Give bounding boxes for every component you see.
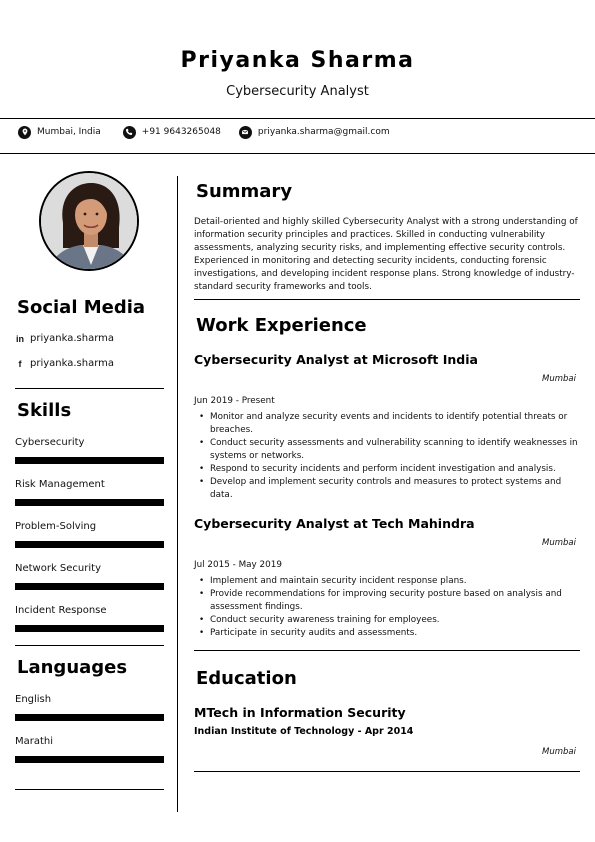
skill-level-fill [15, 499, 164, 506]
job-bullet: • Conduct security awareness training for employees. [210, 614, 580, 627]
social-media-heading: Social Media [17, 297, 146, 318]
contact-location-text: Mumbai, India [37, 127, 101, 137]
skill-level-fill [15, 541, 164, 548]
job-location: Mumbai [542, 538, 576, 548]
facebook-icon: f [18, 358, 22, 369]
phone-icon [123, 126, 136, 139]
linkedin-icon: in [16, 333, 24, 344]
job-title: Cybersecurity Analyst at Microsoft India [194, 352, 478, 367]
job-dates: Jul 2015 - May 2019 [194, 560, 282, 570]
language-level-fill [15, 756, 164, 763]
section-divider [194, 299, 580, 300]
skill-level-fill [15, 457, 164, 464]
education-heading: Education [196, 668, 297, 689]
skill-level-bar [15, 457, 164, 464]
skill-level-bar [15, 541, 164, 548]
language-level-bar [15, 756, 164, 763]
job-bullets [210, 411, 580, 502]
languages-heading: Languages [17, 657, 128, 678]
section-divider [194, 650, 580, 651]
skill-label: Network Security [15, 563, 101, 574]
contact-phone [123, 126, 221, 139]
education-school: Indian Institute of Technology - Apr 2014 [194, 726, 414, 737]
language-level-fill [15, 714, 164, 721]
skills-heading: Skills [17, 400, 72, 421]
social-facebook[interactable] [15, 358, 114, 369]
job-bullet: • Implement and maintain security incident response plans. [210, 575, 580, 588]
skill-label: Incident Response [15, 605, 107, 616]
job-bullet: • Monitor and analyze security events and incidents to identify potential threats or breaches. [210, 411, 580, 437]
education-location: Mumbai [542, 747, 576, 757]
job-bullet: • Conduct security assessments and vulnerability scanning to identify weaknesses in systems or networks. [210, 437, 580, 463]
social-facebook-label: priyanka.sharma [30, 358, 115, 369]
contact-email-text: priyanka.sharma@gmail.com [257, 127, 390, 137]
education-degree: MTech in Information Security [194, 705, 406, 720]
job-bullets [210, 575, 580, 640]
email-icon [239, 126, 252, 139]
header-divider-top [0, 118, 595, 119]
skill-level-fill [15, 583, 164, 590]
language-label: English [15, 694, 52, 705]
contact-location [18, 126, 101, 139]
left-divider [15, 388, 164, 389]
summary-text: Detail-oriented and highly skilled Cybersecurity Analyst with a strong understanding of information security principles and practices. Skilled in conducting vulnerability assessments, analyzing security risks, and implementing effective security controls. Experienced in monitoring and detecting security incidents, conducting forensic investigations, and developing incident response plans. Strong knowledge of industry-standard security frameworks and tools. [194, 217, 578, 292]
social-linkedin[interactable] [15, 333, 114, 344]
profile-photo [39, 171, 139, 271]
job-bullet: • Develop and implement security controls and measures to protect systems and data. [210, 476, 580, 502]
skill-label: Problem-Solving [15, 521, 97, 532]
job-dates: Jun 2019 - Present [194, 396, 275, 406]
skill-level-bar [15, 625, 164, 632]
language-level-bar [15, 714, 164, 721]
skill-level-fill [15, 625, 164, 632]
left-divider [15, 645, 164, 646]
contact-email [239, 126, 390, 139]
skill-level-bar [15, 583, 164, 590]
job-title: Cybersecurity Analyst at Tech Mahindra [194, 516, 475, 531]
location-pin-icon [18, 126, 31, 139]
job-bullet: • Respond to security incidents and perform incident investigation and analysis. [210, 463, 580, 476]
contact-bar [18, 124, 408, 140]
contact-phone-text: +91 9643265048 [141, 127, 221, 137]
job-bullet: • Provide recommendations for improving security posture based on analysis and assessment findings. [210, 588, 580, 614]
job-location: Mumbai [542, 374, 576, 384]
job-bullet: • Participate in security audits and assessments. [210, 627, 580, 640]
header-divider-bottom [0, 153, 595, 154]
candidate-title: Cybersecurity Analyst [226, 84, 369, 99]
summary-heading: Summary [196, 181, 293, 202]
social-linkedin-label: priyanka.sharma [30, 333, 115, 344]
skill-label: Risk Management [15, 479, 105, 490]
section-divider [194, 771, 580, 772]
left-divider [15, 789, 164, 790]
column-divider [177, 176, 178, 812]
language-label: Marathi [15, 736, 54, 747]
candidate-name: Priyanka Sharma [180, 48, 415, 73]
skill-label: Cybersecurity [15, 437, 85, 448]
skill-level-bar [15, 499, 164, 506]
work-experience-heading: Work Experience [196, 315, 367, 336]
